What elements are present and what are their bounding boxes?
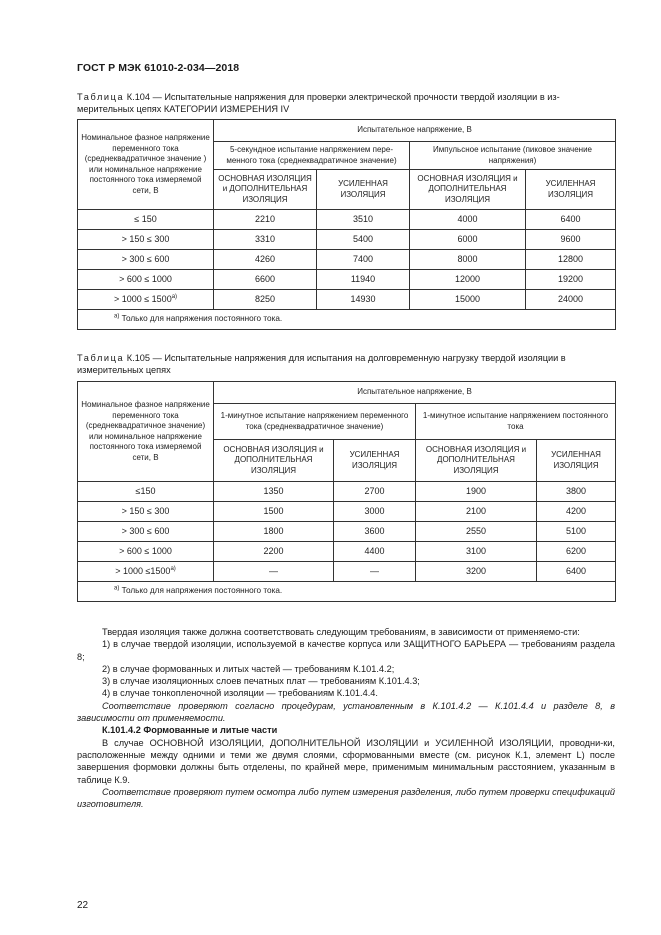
table2-header-reinforced-1: УСИЛЕННАЯ ИЗОЛЯЦИЯ [334, 440, 416, 482]
table2-header-reinforced-2: УСИЛЕННАЯ ИЗОЛЯЦИЯ [537, 440, 616, 482]
table-row [78, 542, 616, 562]
table2-cell: 2550 [416, 522, 537, 542]
table2-cell: 1350 [214, 482, 334, 502]
table2-header-nominal: Номинальное фазное напряжение переменного тока (среднеквадратичное значение) или номинальное напряжение постоянного тока измеряемой сети, В [78, 382, 214, 482]
table1-cell: 8250 [214, 290, 317, 310]
table2-cell: 3200 [416, 562, 537, 582]
table2-header-basic-2: ОСНОВНАЯ ИЗОЛЯЦИЯ и ДОПОЛНИТЕЛЬНАЯ ИЗОЛЯЦИЯ [416, 440, 537, 482]
table2-cell: 1900 [416, 482, 537, 502]
table1-cell: 7400 [317, 250, 410, 270]
footnote-mark: а) [170, 566, 176, 573]
table2-cell: 4200 [537, 502, 616, 522]
list-item: 2) в случае формованных и литых частей — требованиям К.101.4.2; [102, 663, 395, 674]
table1-cell: 11940 [317, 270, 410, 290]
table-row [78, 250, 616, 270]
table1-cell: 3310 [214, 230, 317, 250]
table2-cell: — [334, 562, 416, 582]
table2-cell: 2100 [416, 502, 537, 522]
table1-cell: 2210 [214, 210, 317, 230]
table2-header-basic-1: ОСНОВНАЯ ИЗОЛЯЦИЯ и ДОПОЛНИТЕЛЬНАЯ ИЗОЛЯЦИЯ [214, 440, 334, 482]
table1-cell-range: > 600 ≤ 1000 [78, 270, 214, 290]
document-header: ГОСТ Р МЭК 61010-2-034—2018 [77, 62, 240, 74]
table2-cell: — [214, 562, 334, 582]
table2-cell: 6400 [537, 562, 616, 582]
table1-header-reinforced-1: УСИЛЕННАЯ ИЗОЛЯЦИЯ [317, 170, 410, 210]
table-row [78, 522, 616, 542]
table2-cell: 6200 [537, 542, 616, 562]
table2-cell-range: > 300 ≤ 600 [78, 522, 214, 542]
range-text: > 1000 ≤1500 [115, 566, 171, 577]
table2-cell: 1800 [214, 522, 334, 542]
compliance-note: Соответствие проверяют путем осмотра либо путем измерения разделения, либо путем проверки спецификаций изготовителя. [77, 786, 615, 810]
table2-cell-range: > 600 ≤ 1000 [78, 542, 214, 562]
table1-cell: 6000 [410, 230, 526, 250]
table1-cell-range: > 300 ≤ 600 [78, 250, 214, 270]
footnote-text: Только для напряжения постоянного тока. [121, 586, 283, 596]
table-row [78, 290, 616, 310]
table-k104 [77, 119, 616, 330]
table-row [78, 210, 616, 230]
table2-caption [77, 352, 615, 376]
table1-cell: 24000 [526, 290, 616, 310]
table1-cell-range: > 150 ≤ 300 [78, 230, 214, 250]
table1-cell: 19200 [526, 270, 616, 290]
table1-cell: 12800 [526, 250, 616, 270]
table1-footnote [78, 310, 616, 330]
table1-caption-word: Таблица [77, 92, 125, 102]
table2-caption-text: К.105 — Испытательные напряжения для испытания на долговременную нагрузку твердой изоляции в измерительных цепях [77, 353, 566, 375]
table-row [78, 230, 616, 250]
table1-header-basic-2: ОСНОВНАЯ ИЗОЛЯЦИЯ и ДОПОЛНИТЕЛЬНАЯ ИЗОЛЯЦИЯ [410, 170, 526, 210]
footnote-text: Только для напряжения постоянного тока. [121, 314, 283, 324]
table1-cell: 8000 [410, 250, 526, 270]
table2-cell: 3100 [416, 542, 537, 562]
list-item: 4) в случае тонкопленочной изоляции — требованиям К.101.4.4. [102, 688, 378, 699]
footnote-mark: а) [171, 294, 178, 301]
footnote-mark: а) [114, 313, 120, 320]
table2-cell: 3000 [334, 502, 416, 522]
table2-cell: 1500 [214, 502, 334, 522]
page-number: 22 [77, 900, 89, 911]
table-row [78, 562, 616, 582]
table2-cell: 4400 [334, 542, 416, 562]
table1-cell: 15000 [410, 290, 526, 310]
list-item: 3) в случае изоляционных слоев печатных плат — требованиям К.101.4.3; [102, 676, 420, 687]
table1-header-reinforced-2: УСИЛЕННАЯ ИЗОЛЯЦИЯ [526, 170, 616, 210]
table1-cell: 6600 [214, 270, 317, 290]
table-row [78, 270, 616, 290]
table1-caption [77, 91, 615, 115]
table2-cell: 3600 [334, 522, 416, 542]
list-item: 1) в случае твердой изоляции, используемой в качестве корпуса или ЗАЩИТНОГО БАРЬЕРА — требованиям раздела 8; [77, 639, 615, 662]
paragraph: В случае ОСНОВНОЙ ИЗОЛЯЦИИ, ДОПОЛНИТЕЛЬНОЙ ИЗОЛЯЦИИ и УСИЛЕННОЙ ИЗОЛЯЦИИ, проводни-ки, расположенные между одними и теми же двумя слоями, сформованными вместе (см. рисунок К.1, элемент L) после завершения формовки должны быть отделены, по крайней мере, применимым минимальным расстоянием, указанным в таблице К.9. [77, 737, 615, 785]
table2-cell: 3800 [537, 482, 616, 502]
table-k105 [77, 381, 616, 602]
table1-header-group1: 5-секундное испытание напряжением пере-менного тока (среднеквадратичное значение) [214, 142, 410, 170]
table1-cell: 12000 [410, 270, 526, 290]
section-heading: К.101.4.2 Формованные и литые части [102, 725, 278, 736]
table1-cell: 5400 [317, 230, 410, 250]
table2-cell: 2200 [214, 542, 334, 562]
table1-cell-range: ≤ 150 [78, 210, 214, 230]
body-text [77, 626, 615, 810]
table1-cell: 3510 [317, 210, 410, 230]
table1-header-group2: Импульсное испытание (пиковое значение напряжения) [410, 142, 616, 170]
table1-header-nominal: Номинальное фазное напряжение переменного тока (среднеквадратичное значение ) или номинальное напряжение постоянного тока измеряемой сети, В [78, 120, 214, 210]
table2-cell-range [78, 562, 214, 582]
table1-header-test-voltage: Испытательное напряжение, В [214, 120, 616, 142]
paragraph: Твердая изоляция также должна соответствовать следующим требованиям, в зависимости от применяемо-сти: [102, 627, 580, 637]
table2-cell-range: ≤150 [78, 482, 214, 502]
table1-header-basic-1: ОСНОВНАЯ ИЗОЛЯЦИЯ и ДОПОЛНИТЕЛЬНАЯ ИЗОЛЯЦИЯ [214, 170, 317, 210]
table1-cell-range [78, 290, 214, 310]
table1-cell: 4000 [410, 210, 526, 230]
table2-header-group2: 1-минутное испытание напряжением постоянного тока [416, 404, 616, 440]
table2-footnote [78, 582, 616, 602]
table-row [78, 502, 616, 522]
table1-caption-text: К.104 — Испытательные напряжения для проверки электрической прочности твердой изоляции в из-мерительных цепях КАТЕГОРИИ ИЗМЕРЕНИЯ IV [77, 92, 560, 114]
footnote-mark: а) [114, 585, 120, 592]
table2-caption-word: Таблица [77, 353, 125, 363]
table1-cell: 9600 [526, 230, 616, 250]
table2-cell: 5100 [537, 522, 616, 542]
table1-cell: 14930 [317, 290, 410, 310]
table2-header-group1: 1-минутное испытание напряжением переменного тока (среднеквадратичное значение) [214, 404, 416, 440]
table1-cell: 4260 [214, 250, 317, 270]
table2-cell: 2700 [334, 482, 416, 502]
range-text: > 1000 ≤ 1500 [113, 294, 172, 305]
table1-cell: 6400 [526, 210, 616, 230]
table2-header-test-voltage: Испытательное напряжение, В [214, 382, 616, 404]
table2-cell-range: > 150 ≤ 300 [78, 502, 214, 522]
compliance-note: Соответствие проверяют согласно процедурам, установленным в К.101.4.2 — К.101.4.4 и разделе 8, в зависимости от применяемости. [77, 700, 615, 724]
table-row [78, 482, 616, 502]
